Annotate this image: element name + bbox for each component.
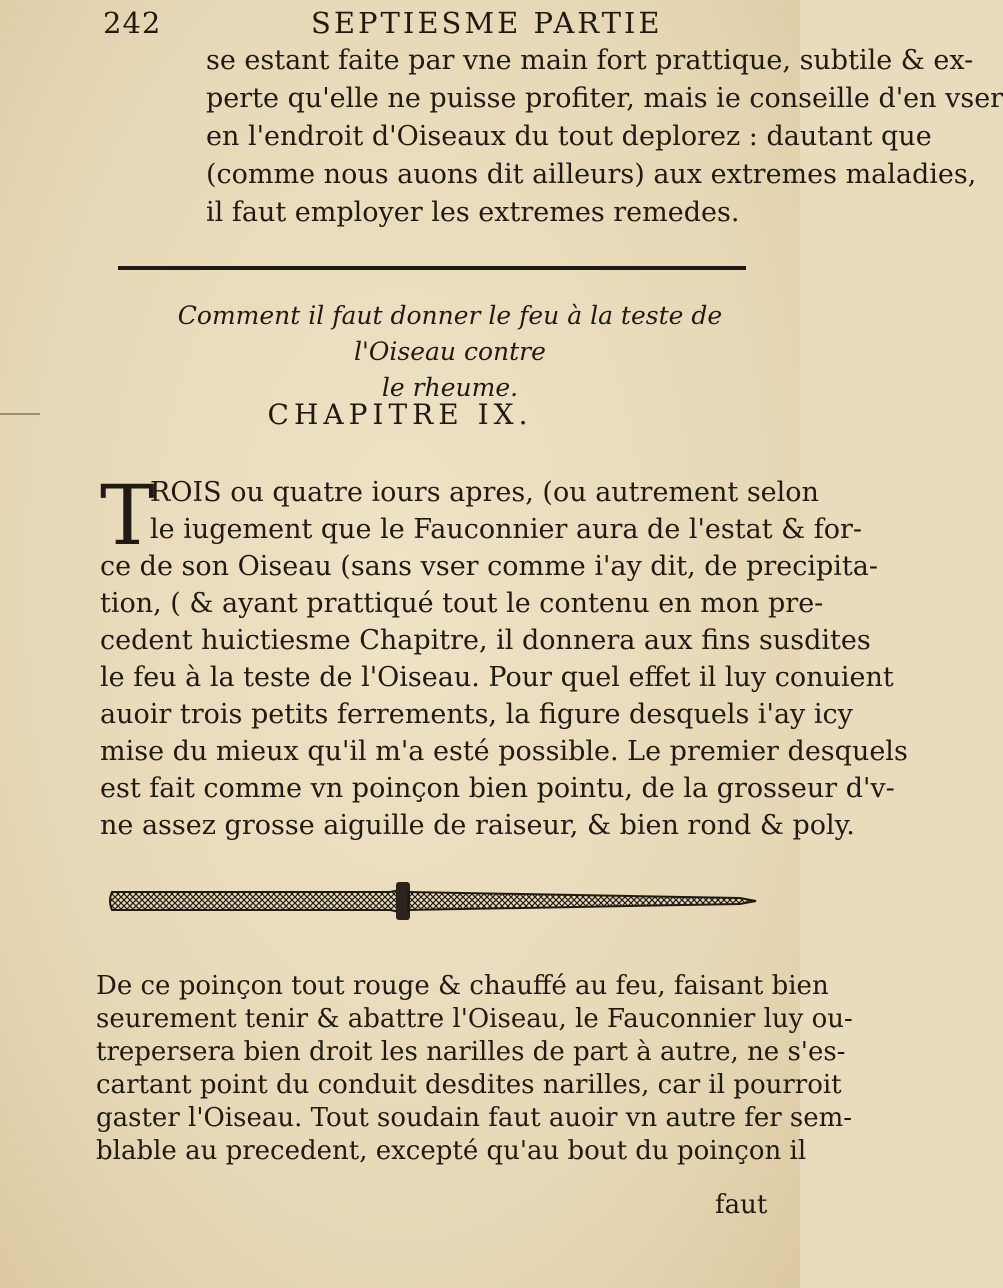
text-line: se estant faite par vne main fort prattique, subtile & ex-	[206, 45, 974, 76]
section-divider	[118, 266, 746, 270]
text-line: cartant point du conduit desdites narilles, car il pourroit	[96, 1070, 842, 1100]
text-line: gaster l'Oiseau. Tout soudain faut auoir vn autre fer sem-	[96, 1103, 853, 1133]
paragraph-2	[100, 469, 908, 844]
paragraph-3	[96, 970, 853, 1168]
text-line: ROIS ou quatre iours apres, (ou autrement selon	[150, 477, 819, 508]
paragraph-1	[103, 42, 1003, 232]
chapter-number: CHAPITRE IX.	[267, 398, 533, 431]
text-line: il faut employer les extremes remedes.	[206, 197, 740, 228]
text-line: De ce poinçon tout rouge & chauffé au feu, faisant bien	[96, 971, 829, 1001]
awl-illustration	[100, 876, 760, 926]
page-header	[103, 6, 793, 40]
text-line: ne assez grosse aiguille de raiseur, & bien rond & poly.	[100, 810, 855, 841]
text-line: le feu à la teste de l'Oiseau. Pour quel effet il luy conuient	[100, 662, 894, 693]
catchword: faut	[715, 1190, 768, 1220]
text-line: cedent huictiesme Chapitre, il donnera aux fins susdites	[100, 625, 871, 656]
text-line: en l'endroit d'Oiseaux du tout deplorez : dautant que	[206, 121, 932, 152]
chapter-title	[130, 298, 770, 406]
text-line: (comme nous auons dit ailleurs) aux extremes maladies,	[206, 159, 977, 190]
text-line: mise du mieux qu'il m'a esté possible. Le premier desquels	[100, 736, 908, 767]
page-number: 242	[103, 6, 162, 40]
text-line: le iugement que le Fauconnier aura de l'estat & for-	[150, 514, 863, 545]
text-line: ce de son Oiseau (sans vser comme i'ay dit, de precipita-	[100, 551, 879, 582]
text-line: seurement tenir & abattre l'Oiseau, le Fauconnier luy ou-	[96, 1004, 853, 1034]
chapter-title-line: le rheume.	[381, 373, 519, 402]
text-line: tion, ( & ayant prattiqué tout le contenu en mon pre-	[100, 588, 824, 619]
text-line: auoir trois petits ferrements, la figure desquels i'ay icy	[100, 699, 853, 730]
drop-cap: T	[100, 469, 155, 564]
text-line: perte qu'elle ne puisse profiter, mais ie conseille d'en vser	[206, 83, 1003, 114]
text-line: blable au precedent, excepté qu'au bout du poinçon il	[96, 1136, 807, 1166]
text-line: trepersera bien droit les narilles de part à autre, ne s'es-	[96, 1037, 846, 1067]
text-line: est fait comme vn poinçon bien pointu, de la grosseur d'v-	[100, 773, 895, 804]
chapter-title-line: Comment il faut donner le feu à la teste de l'Oiseau contre	[177, 301, 723, 366]
running-title: SEPTIESME PARTIE	[311, 6, 663, 40]
